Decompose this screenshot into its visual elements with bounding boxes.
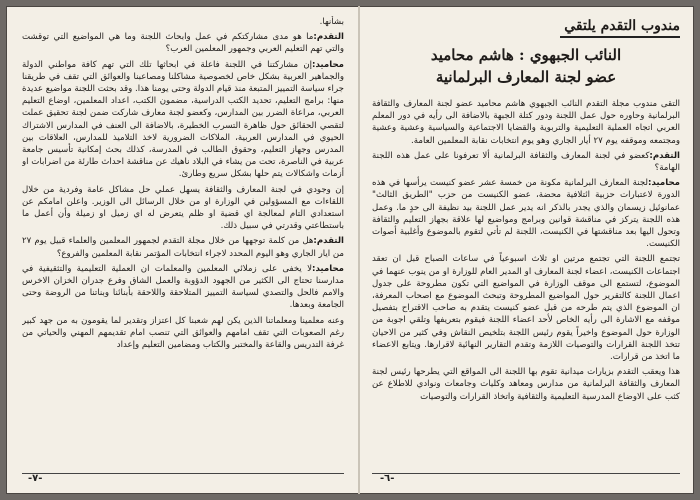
right-page: [372, 16, 680, 484]
article-paragraph: [372, 98, 680, 147]
paragraph-text: بشأنها.: [319, 17, 344, 27]
article-paragraph: [22, 16, 344, 28]
speaker-label: محاميد:: [312, 263, 344, 274]
article-subtitle: عضو لجنة المعارف البرلمانية: [435, 68, 617, 86]
book-spread: [6, 6, 694, 494]
article-paragraph: [372, 253, 680, 363]
speaker-label: التقدم:: [313, 236, 344, 247]
article-paragraph: [22, 184, 344, 233]
right-page-body: [372, 98, 680, 403]
footer-rule: [372, 473, 680, 474]
paragraph-text: لا يخفى على زملائي المعلمين والمعلمات ان العملية التعليمية والتثقيفية في مدارسنا تحتاج الى الكثير من الجهود الدؤوبة والعمل الشاق وفرع جدران الخزان الاخرس والامم فالحل والتصدي لسياسة التمييز المتلاحقة واللاحقة بأبنائنا وبناتنا من الروضة وحتى الجامعة وبعدها.: [22, 263, 344, 311]
article-paragraph: [372, 366, 680, 403]
paragraph-text: إن وجودي في لجنة المعارف والثقافة يسهل عملي حل مشاكل عامة وفردية من خلال اللقاءات مع المسؤولين في الوزارة او من خلال الرسائل الى الوزير. واعلن امامكم عن استعدادي التام لمعالجة اي قضية او ظلم يتعرض له اي زميل او زميلة وأن أعمل ما باستطاعتي وقدرتي في سبيل ذلك.: [22, 184, 344, 232]
paragraph-text: هذا ويعقب التقدم بزيارات ميدانية تقوم بها اللجنة الى المواقع التي يطرحها رئيس لجنة المعارف والثقافة البرلمانية من مدارس ومعاهد وكليات وجامعات ونوادي للاطلاع عن كثب على الاوضاع المدرسية التعليمية والثقافية واتخاذ القرارات والتوصيات: [372, 367, 680, 402]
speaker-label: محاميد:: [648, 178, 680, 189]
speaker-label: محاميد:: [312, 59, 344, 70]
article-paragraph: [22, 263, 344, 312]
paragraph-text: لجنة المعارف البرلمانية مكونة من خمسة عشر عضو كنيست يرأسها في هذه الدورة لاعتبارات حزبية ائتلافية محضة، عضو الكنيست من حزب "الطريق الثالث" عمانوئيل زيسمان والذي يجدر بالذكر انه يدير عمل اللجنة بيد نظيفة الى حدٍ ما. وعمل هذه اللجنة يتركز في مناقشة قوانين وبرامج ومواضيع لها علاقة بجهاز التعليم والثقافة وتحول اليها بعد مناقشتها في الكنيست، اللجنة لم تأتي لتقوم بالموضوع وأغلبية أصوات الكنيست.: [372, 178, 680, 250]
paragraph-text: إن مشاركتنا في اللجنة فاعلة في ابحاثها تلك التي تهم كافة مواطني الدولة والجماهير العربية بشكل خاص لخصوصية مشاكلنا ومصاعبنا والعوائق التي تقف في طريقنا جراء سياسة التمييز المتبعة منذ قيام الدولة وحتى يومنا هذا. وقد بحثت اللجنة مواضيع عديدة منها: برامج التعليم، تحديد الكتب الدراسية، مضمون الكتب، اعداد المعلمين، اوضاع التعليم العربي، مراعاة الضرر بين المدارس، وكعضو لجنة معارف شاركت ضمن لجنة تحقيق عملت لتقصي الحقائق حول ظاهرة التسرب الخطيرة، بالاضافة الى العنف في المدارس الاشتراك الحيوي في المدارس العربية، الملاكات الضرورية لاخذ التلاميذ للمدارس، العلاقات بين المدرس وجهاز التعليم، وحقوق الطالب في المدرسة، كذلك بحث إمكانية تأسيس جامعة عربية في الناصرة، تحت من يشاء في البلاد ناهيك عن مناقشة احداث طارئة من اضرابات او أزمات واشكالات يتم حلها بشكل سريع وطارئ.: [22, 59, 344, 180]
paragraph-text: ما هو مدى مشاركتكم في عمل وابحاث اللجنة وما هي المواضيع التي توقشت والتي تهم التعليم العربي وجمهور المعلمين العرب؟: [22, 32, 344, 55]
section-kicker: مندوب التقدم يلتقي: [564, 18, 680, 34]
page-number: -٦-: [380, 473, 395, 484]
kicker-underline: [560, 36, 680, 38]
paragraph-text: تجتمع اللجنة التي تجتمع مرتين او ثلاث اسبوعياً في ساعات الصباح قبل ان تعقد اجتماعات الكنيست، اعضاء لجنة المعارف او المدير العام للوزارة او من ينوب عنهما في الموضوع، لتستمع الى موقف الوزارة في المواضيع التي تكون مطروحة على جدول اعمال اللجنة كالتقرير حول المواضيع المطروحة وتبحث الموضوع مع اصحاب المعرفة، ان الموضوع الذي يتم طرحه من قبل عضو كنيست يتقدم به صاحب الاقتراح بتفصيل موقفه مع الاشارة الى رأيه الخاص لأحد اعضاء اللجنة فيقوم بتعريفها وتلقي اجوبة من الوزارة حول الموضوع واخيراً يقوم رئيس اللجنة بتلخيص النقاش وفي كثير من الاحيان تتخذ اللجنة القرارات والتوصيات اللازمة وتقدم التقارير النهائية لاقرارها. ويتابع الاعضاء ما اتخذ من قرارات.: [372, 254, 680, 363]
article-paragraph: [22, 315, 344, 352]
speaker-label: التقدم:: [313, 32, 344, 43]
page-number: -٧-: [28, 473, 43, 484]
footer-rule: [22, 473, 344, 474]
article-paragraph: [22, 235, 344, 259]
article-paragraph: [372, 177, 680, 250]
article-paragraph: [372, 150, 680, 174]
paragraph-text: التقى مندوب مجلة التقدم النائب الجبهوي هاشم محاميد عضو لجنة المعارف والثقافة البرلمانية وحاوره حول عمل اللجنة ودور كتلة الجبهة بالاضافة الى رأيه في دور المعلم العربي اتجاه العملية التعليمية والتربوية والقضايا الاجتماعية والسياسية وعشية وعشية ومجتمعه وموقفه يوم ٢٧ أيار الجاري وهو يوم انتخابات نقابة المعلمين العامة.: [372, 99, 680, 146]
left-page-body: [22, 16, 344, 351]
book-gutter: [358, 6, 360, 494]
paragraph-text: كعضو في لجنة المعارف والثقافة البرلمانية ألا تعرفونا على عمل هذه اللجنة الهامة؟: [372, 150, 680, 174]
speaker-label: التقدم:: [649, 150, 680, 161]
left-page: [22, 16, 344, 484]
paragraph-text: وعنه معلمينا ومعلماتنا الذين يكن لهم شعبنا كل اعتزاز وتقدير لما يقومون به من جهد كبير رغم الصعوبات التي تقف امامهم والعوائق التي تنصب امام تقديمهم المهني والحياتي من غرفة التدريس والقاعة والمختبر والكتاب ومضامين التعليم وإعداد: [22, 315, 344, 351]
paragraph-text: هل من كلمة توجهها من خلال مجلة التقدم لجمهور المعلمين والعلماء قبيل يوم ٢٧ من ايار الجاري وهو اليوم المحدد لاجراء انتخابات المؤتمر نقابة المعلمين والفروع؟: [22, 236, 344, 259]
article-title: النائب الجبهوي : هاشم محاميد: [430, 46, 622, 64]
article-paragraph: [22, 59, 344, 181]
article-paragraph: [22, 31, 344, 55]
